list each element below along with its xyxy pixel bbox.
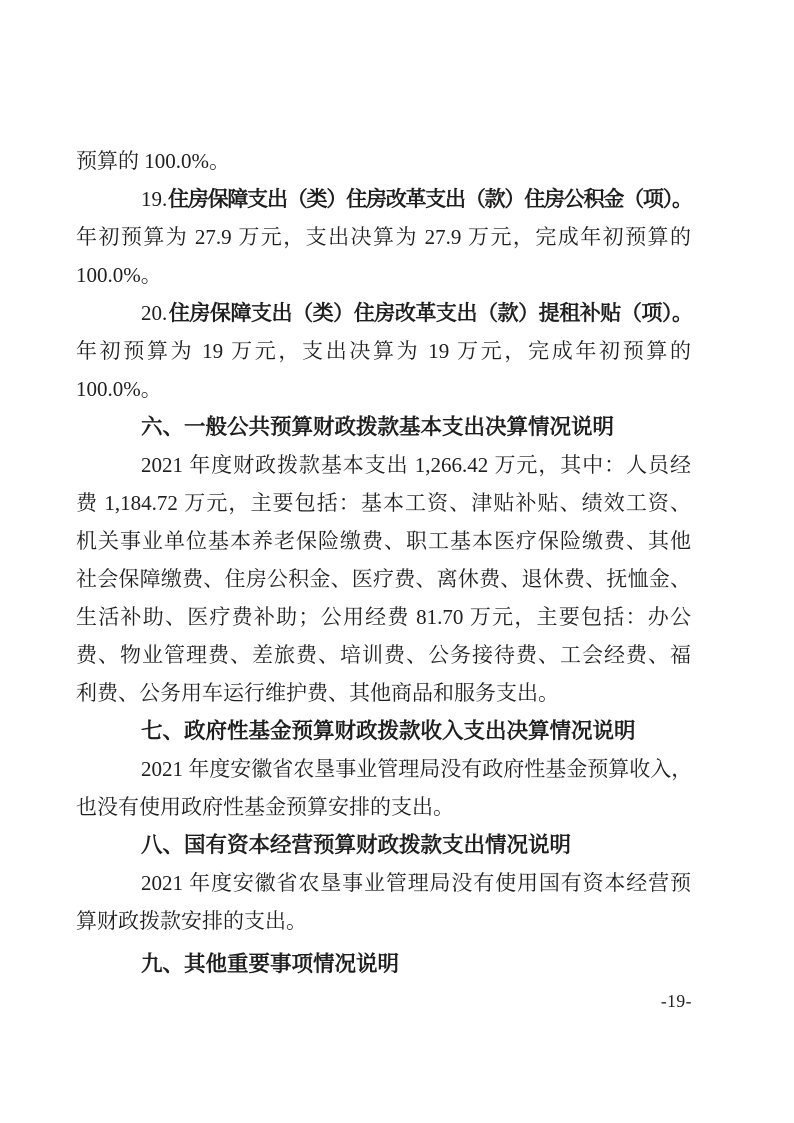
section-7-paragraph-line-2 [76, 788, 691, 826]
section-7-heading-line-1 [76, 712, 691, 750]
text-run: 费 1,184.72 万元，主要包括：基本工资、津贴补贴、绩效工资、 [76, 491, 691, 515]
emphasized-text-run: 住房保障支出（类）住房改革支出（款）提租补贴（项）。 [167, 302, 691, 325]
item-19-line-3 [76, 256, 691, 294]
text-run: 年初预算为 19 万元，支出决算为 19 万元，完成年初预算的 [76, 339, 691, 363]
page-number: -19- [660, 991, 692, 1011]
section-9-heading-line-1 [76, 945, 691, 983]
item-19-line-2 [76, 218, 691, 256]
section-8-paragraph-line-1 [76, 864, 691, 902]
text-run: 机关事业单位基本养老保险缴费、职工基本医疗保险缴费、其他 [76, 529, 691, 553]
text-run: 算财政拨款安排的支出。 [76, 909, 307, 933]
heading-text-run: 七、政府性基金预算财政拨款收入支出决算情况说明 [141, 719, 636, 743]
text-run: 社会保障缴费、住房公积金、医疗费、离休费、退休费、抚恤金、 [76, 567, 691, 591]
text-run: 100.0%。 [76, 263, 162, 287]
heading-text-run: 六、一般公共预算财政拨款基本支出决算情况说明 [141, 415, 615, 439]
heading-text-run: 八、国有资本经营预算财政拨款支出情况说明 [141, 833, 572, 857]
text-run: 年初预算为 27.9 万元，支出决算为 27.9 万元，完成年初预算的 [76, 225, 691, 249]
item-19-line-1 [76, 180, 691, 218]
section-7-paragraph-line-1 [76, 750, 691, 788]
section-8-paragraph-line-2 [76, 902, 691, 940]
section-6-paragraph-line-7 [76, 674, 691, 712]
text-run: 2021 年度安徽省农垦事业管理局没有使用国有资本经营预 [141, 871, 691, 895]
section-6-paragraph-line-4 [76, 560, 691, 598]
item-20-line-2 [76, 332, 691, 370]
text-run: 预算的 100.0%。 [76, 149, 230, 173]
text-run: 费、物业管理费、差旅费、培训费、公务接待费、工会经费、福 [76, 643, 691, 667]
item-20-line-1 [76, 294, 691, 332]
section-6-paragraph-line-3 [76, 522, 691, 560]
text-run: 利费、公务用车运行维护费、其他商品和服务支出。 [76, 681, 559, 705]
heading-text-run: 九、其他重要事项情况说明 [141, 952, 400, 976]
text-run: 20. [141, 301, 168, 325]
text-run: 生活补助、医疗费补助；公用经费 81.70 万元，主要包括：办公 [76, 605, 691, 629]
section-6-paragraph-line-5 [76, 598, 691, 636]
document-body [76, 142, 691, 983]
section-6-paragraph-line-6 [76, 636, 691, 674]
section-6-heading-line-1 [76, 408, 691, 446]
text-run: 2021 年度财政拨款基本支出 1,266.42 万元，其中：人员经 [141, 453, 691, 477]
text-run: 100.0%。 [76, 377, 162, 401]
section-8-heading-line-1 [76, 826, 691, 864]
para-carryover-line-1 [76, 142, 691, 180]
section-6-paragraph-line-2 [76, 484, 691, 522]
text-run: 19. [141, 187, 168, 211]
item-20-line-3 [76, 370, 691, 408]
emphasized-text-run: 住房保障支出（类）住房改革支出（款）住房公积金（项）。 [167, 188, 691, 211]
text-run: 也没有使用政府性基金预算安排的支出。 [76, 795, 454, 819]
section-6-paragraph-line-1 [76, 446, 691, 484]
text-run: 2021 年度安徽省农垦事业管理局没有政府性基金预算收入， [141, 757, 693, 781]
